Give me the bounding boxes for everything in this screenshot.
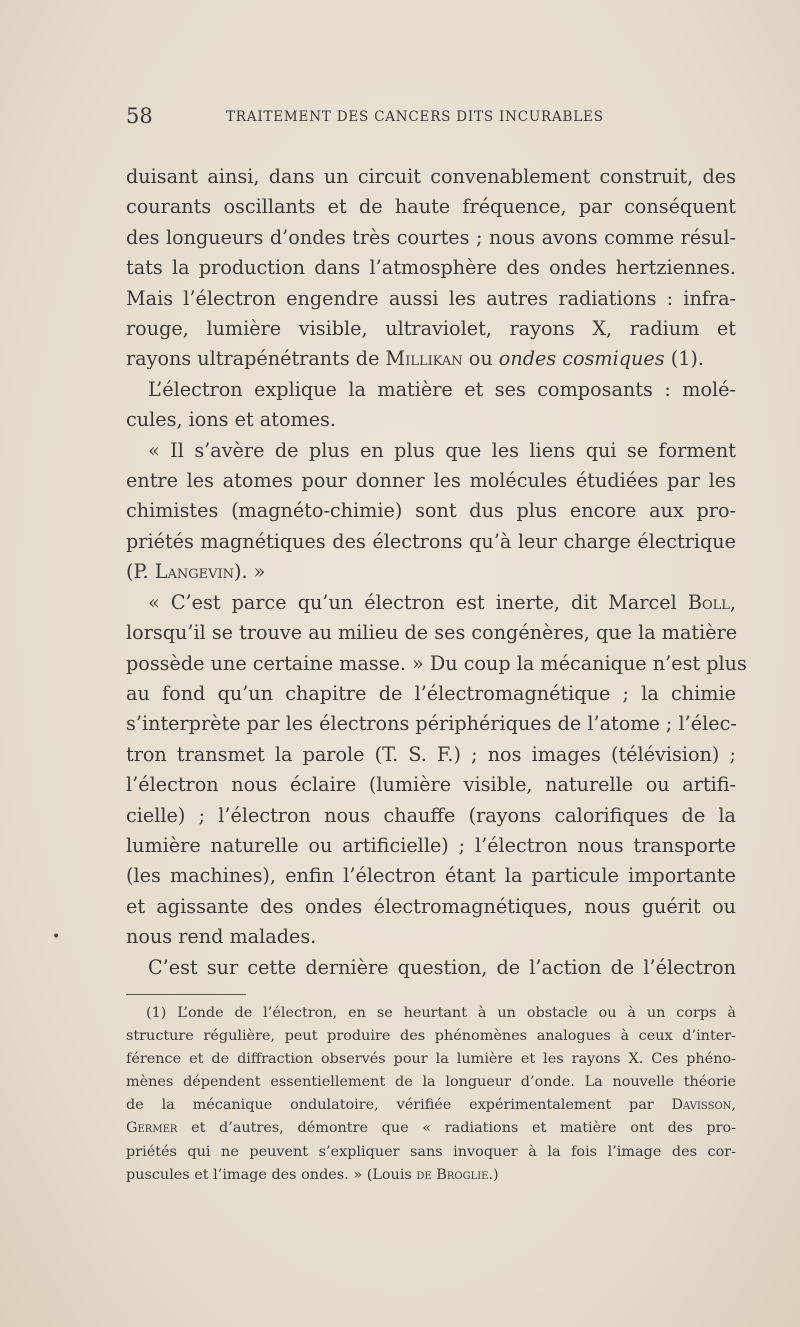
margin-bullet-icon: • bbox=[52, 929, 61, 945]
text-line: chimistes (magnéto-chimie) sont dus plus encore aux pro- bbox=[126, 499, 736, 523]
text-line: tron transmet la parole (T. S. F.) ; nos images (télévision) ; bbox=[126, 742, 736, 766]
page-header bbox=[126, 104, 666, 134]
footnote-line: férence et de diffraction observés pour la lumière et les rayons X. Ces phéno- bbox=[126, 1051, 736, 1068]
text-line: et agissante des ondes électromagnétiques, nous guérit ou bbox=[126, 894, 736, 918]
footnote-line: structure régulière, peut produire des phénomènes analogues à ceux d’inter- bbox=[126, 1028, 736, 1045]
text-line: L’électron explique la matière et ses composants : molé- bbox=[148, 377, 736, 401]
text-line: « Il s’avère de plus en plus que les liens qui se forment bbox=[148, 438, 736, 462]
text-line: s’interprète par les électrons périphériques de l’atome ; l’élec- bbox=[126, 712, 737, 736]
main-text bbox=[126, 162, 747, 983]
text-line: cielle) ; l’électron nous chauffe (rayons calorifiques de la bbox=[126, 803, 736, 827]
author-name: Boll bbox=[687, 590, 730, 614]
footnote-line: mènes dépendent essentiellement de la longueur d’onde. La nouvelle théorie bbox=[126, 1074, 736, 1091]
footnote-line: de la mécanique ondulatoire, vérifiée expérimentalement par Davisson, bbox=[126, 1097, 736, 1114]
author-name: Langevin bbox=[154, 560, 234, 584]
text-line: lumière naturelle ou artificielle) ; l’électron nous transporte bbox=[126, 833, 736, 857]
text-line: courants oscillants et de haute fréquence, par conséquent bbox=[126, 195, 736, 219]
running-title: TRAITEMENT DES CANCERS DITS INCURABLES bbox=[226, 109, 604, 125]
text-line: au fond qu’un chapitre de l’électromagnétique ; la chimie bbox=[126, 681, 736, 705]
text-line: « C’est parce qu’un électron est inerte, dit Marcel Boll, bbox=[148, 590, 736, 614]
footnote-line: (1) L’onde de l’électron, en se heurtant à un obstacle ou à un corps à bbox=[146, 1005, 736, 1021]
text-line: (les machines), enfin l’électron étant la particule importante bbox=[126, 864, 736, 888]
text-line: des longueurs d’ondes très courtes ; nous avons comme résul- bbox=[126, 225, 736, 249]
text-line: l’électron nous éclaire (lumière visible, naturelle ou artifi- bbox=[126, 773, 736, 797]
text-line: rouge, lumière visible, ultraviolet, rayons X, radium et bbox=[126, 317, 736, 341]
text-line: tats la production dans l’atmosphère des ondes hertziennes. bbox=[126, 256, 736, 280]
author-name: Davisson bbox=[671, 1097, 732, 1114]
text-line: possède une certaine masse. » Du coup la mécanique n’est plus bbox=[126, 651, 747, 675]
footnote-separator bbox=[126, 994, 246, 995]
text-line: rayons ultrapénétrants de Millikan ou ondes cosmiques (1). bbox=[126, 347, 704, 371]
text-line: (P. Langevin). » bbox=[126, 560, 266, 584]
text-line: C’est sur cette dernière question, de l’action de l’électron bbox=[148, 955, 736, 979]
author-name: de Broglie bbox=[416, 1166, 489, 1183]
page-number: 58 bbox=[126, 104, 153, 128]
text-line: nous rend malades. bbox=[126, 925, 317, 949]
text-line: duisant ainsi, dans un circuit convenablement construit, des bbox=[126, 165, 736, 188]
author-name: Millikan bbox=[385, 347, 463, 371]
text-line: priétés magnétiques des électrons qu’à leur charge électrique bbox=[126, 529, 736, 553]
footnote-line: priétés qui ne peuvent s’expliquer sans invoquer à la fois l’image des cor- bbox=[126, 1143, 736, 1160]
text-line: cules, ions et atomes. bbox=[126, 408, 336, 432]
footnote bbox=[126, 1002, 736, 1187]
footnote-line: puscules et l’image des ondes. » (Louis de Broglie.) bbox=[126, 1166, 499, 1183]
text-line: lorsqu’il se trouve au milieu de ses congénères, que la matière bbox=[126, 621, 738, 645]
footnote-line: Germer et d’autres, démontre que « radiations et matière ont des pro- bbox=[126, 1120, 736, 1137]
text-line: entre les atomes pour donner les molécules étudiées par les bbox=[126, 469, 736, 493]
text-line: Mais l’électron engendre aussi les autres radiations : infra- bbox=[126, 286, 736, 310]
author-name: Germer bbox=[126, 1120, 178, 1137]
emphasis-text: ondes cosmiques bbox=[498, 347, 665, 371]
